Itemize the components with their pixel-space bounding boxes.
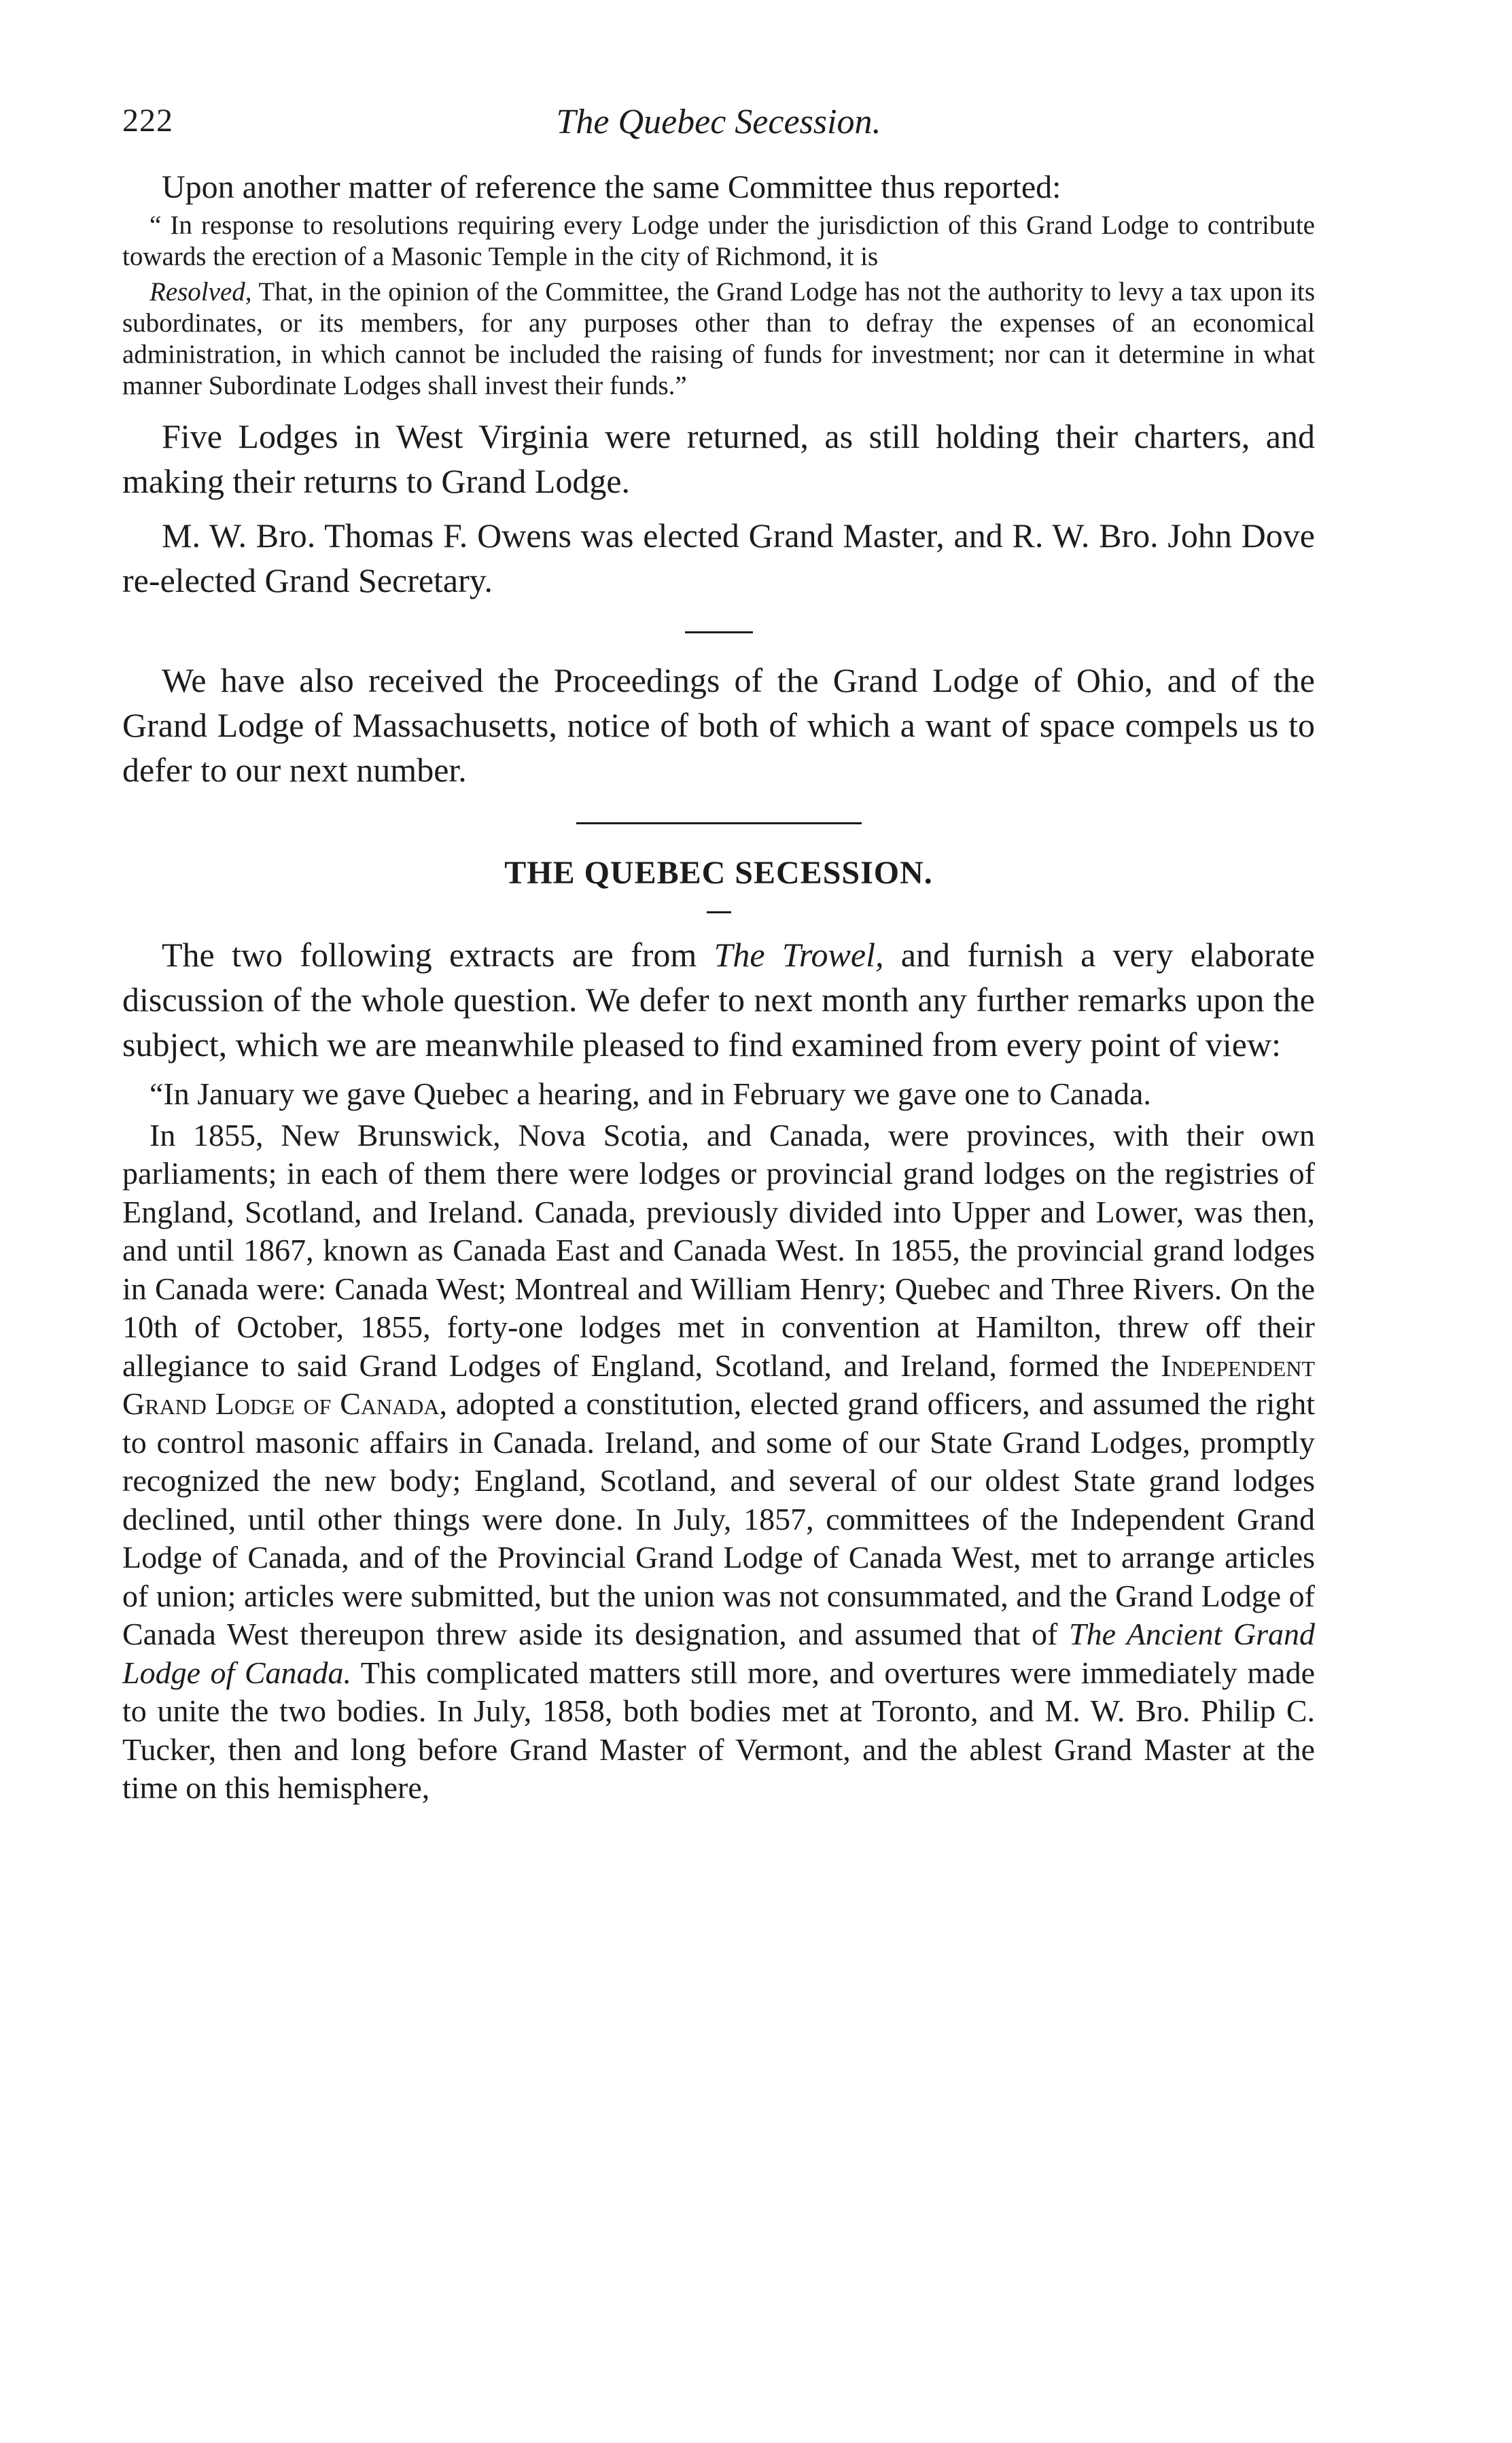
paragraph-trowel-intro <box>122 932 1315 1067</box>
running-title: The Quebec Secession. <box>556 103 881 141</box>
paragraph-officers-elected: M. W. Bro. Thomas F. Owens was elected Grand Master, and R. W. Bro. John Dove re-elected Grand Secretary. <box>122 516 1315 599</box>
heading-dash <box>707 911 731 913</box>
page-header <box>122 102 1315 163</box>
trowel-intro-rest: and furnish a very elaborate discussion of the whole question. We defer to next month any further remarks upon the subject, which we are meanwhile pleased to find examined from every point of view: <box>122 936 1315 1064</box>
page-number: 222 <box>122 103 173 139</box>
short-divider <box>685 631 753 633</box>
quote-history-part1: In 1855, New Brunswick, Nova Scotia, and Canada, were provinces, with their own parliaments; in each of them there were lodges or provincial grand lodges on the registries of England, Scotland, and Ireland. Canada, previously divided into Upper and Lower, was then, and until 1867, known as Canada East and Canada West. In 1855, the provincial grand lodges in Canada were: Canada West; Montreal and William Henry; Quebec and Three Rivers. On the 10th of October, 1855, forty-one lodges met in convention at Hamilton, threw off their allegiance to said Grand Lodges of England, Scotland, and Ireland, formed the <box>122 1117 1315 1383</box>
quote-opening: “In January we gave Quebec a hearing, and in February we gave one to Canada. <box>150 1076 1151 1111</box>
quote-resolution <box>122 277 1315 402</box>
resolution-text: That, in the opinion of the Committee, the Grand Lodge has not the authority to levy a tax upon its subordinates, or its members, for any purposes other than to defray the expenses of an economical administration, in which cannot be included the raising of funds for investment; nor can it determine in what manner Subordinate Lodges shall invest their funds.” <box>122 277 1315 400</box>
committee-report-intro: Upon another matter of reference the same Committee thus reported: <box>162 169 1061 205</box>
quote-history-part3: This complicated matters still more, and overtures were immediately made to unite the two bodies. In July, 1858, both bodies met at Toronto, and M. W. Bro. Philip C. Tucker, then and long before Grand Master of Vermont, and the ablest Grand Master at the time on this hemisphere, <box>122 1655 1315 1805</box>
quote-history <box>122 1117 1315 1808</box>
resolved-word: Resolved, <box>150 277 252 306</box>
book-page <box>122 102 1315 1808</box>
trowel-source-title: The Trowel, <box>714 936 884 974</box>
ancient-grand-lodge-name: The Ancient Grand Lodge of Canada. <box>122 1617 1315 1690</box>
quote-history-part2: adopted a constitution, elected grand officers, and assumed the right to control masonic affairs in Canada. Ireland, and some of our State Grand Lodges, promptly recognized the new body; England, Scotland, and several of our oldest State grand lodges declined, until other things were done. In July, 1857, committees of the Independent Grand Lodge of Canada, and of the Provincial Grand Lodge of Canada West, met to arrange articles of union; articles were submitted, but the union was not consummated, and the Grand Lodge of Canada West thereupon threw aside its designation, and assumed that of <box>122 1386 1316 1651</box>
trowel-intro-start: The two following extracts are from <box>162 936 714 974</box>
section-heading: THE QUEBEC SECESSION. <box>504 855 933 891</box>
section-divider <box>576 822 862 824</box>
paragraph-west-virginia-lodges: Five Lodges in West Virginia were returned, as still holding their charters, and making their returns to Grand Lodge. <box>122 417 1315 500</box>
quote-richmond-temple: “ In response to resolutions requiring every Lodge under the jurisdiction of this Grand Lodge to contribute towards the erection of a Masonic Temple in the city of Richmond, it is <box>122 211 1315 271</box>
paragraph-proceedings-received: We have also received the Proceedings of the Grand Lodge of Ohio, and of the Grand Lodge of Massachusetts, notice of both of which a want of space compels us to defer to our next number. <box>122 661 1315 789</box>
independent-grand-lodge-name: Independent Grand Lodge of Canada, <box>122 1348 1315 1421</box>
